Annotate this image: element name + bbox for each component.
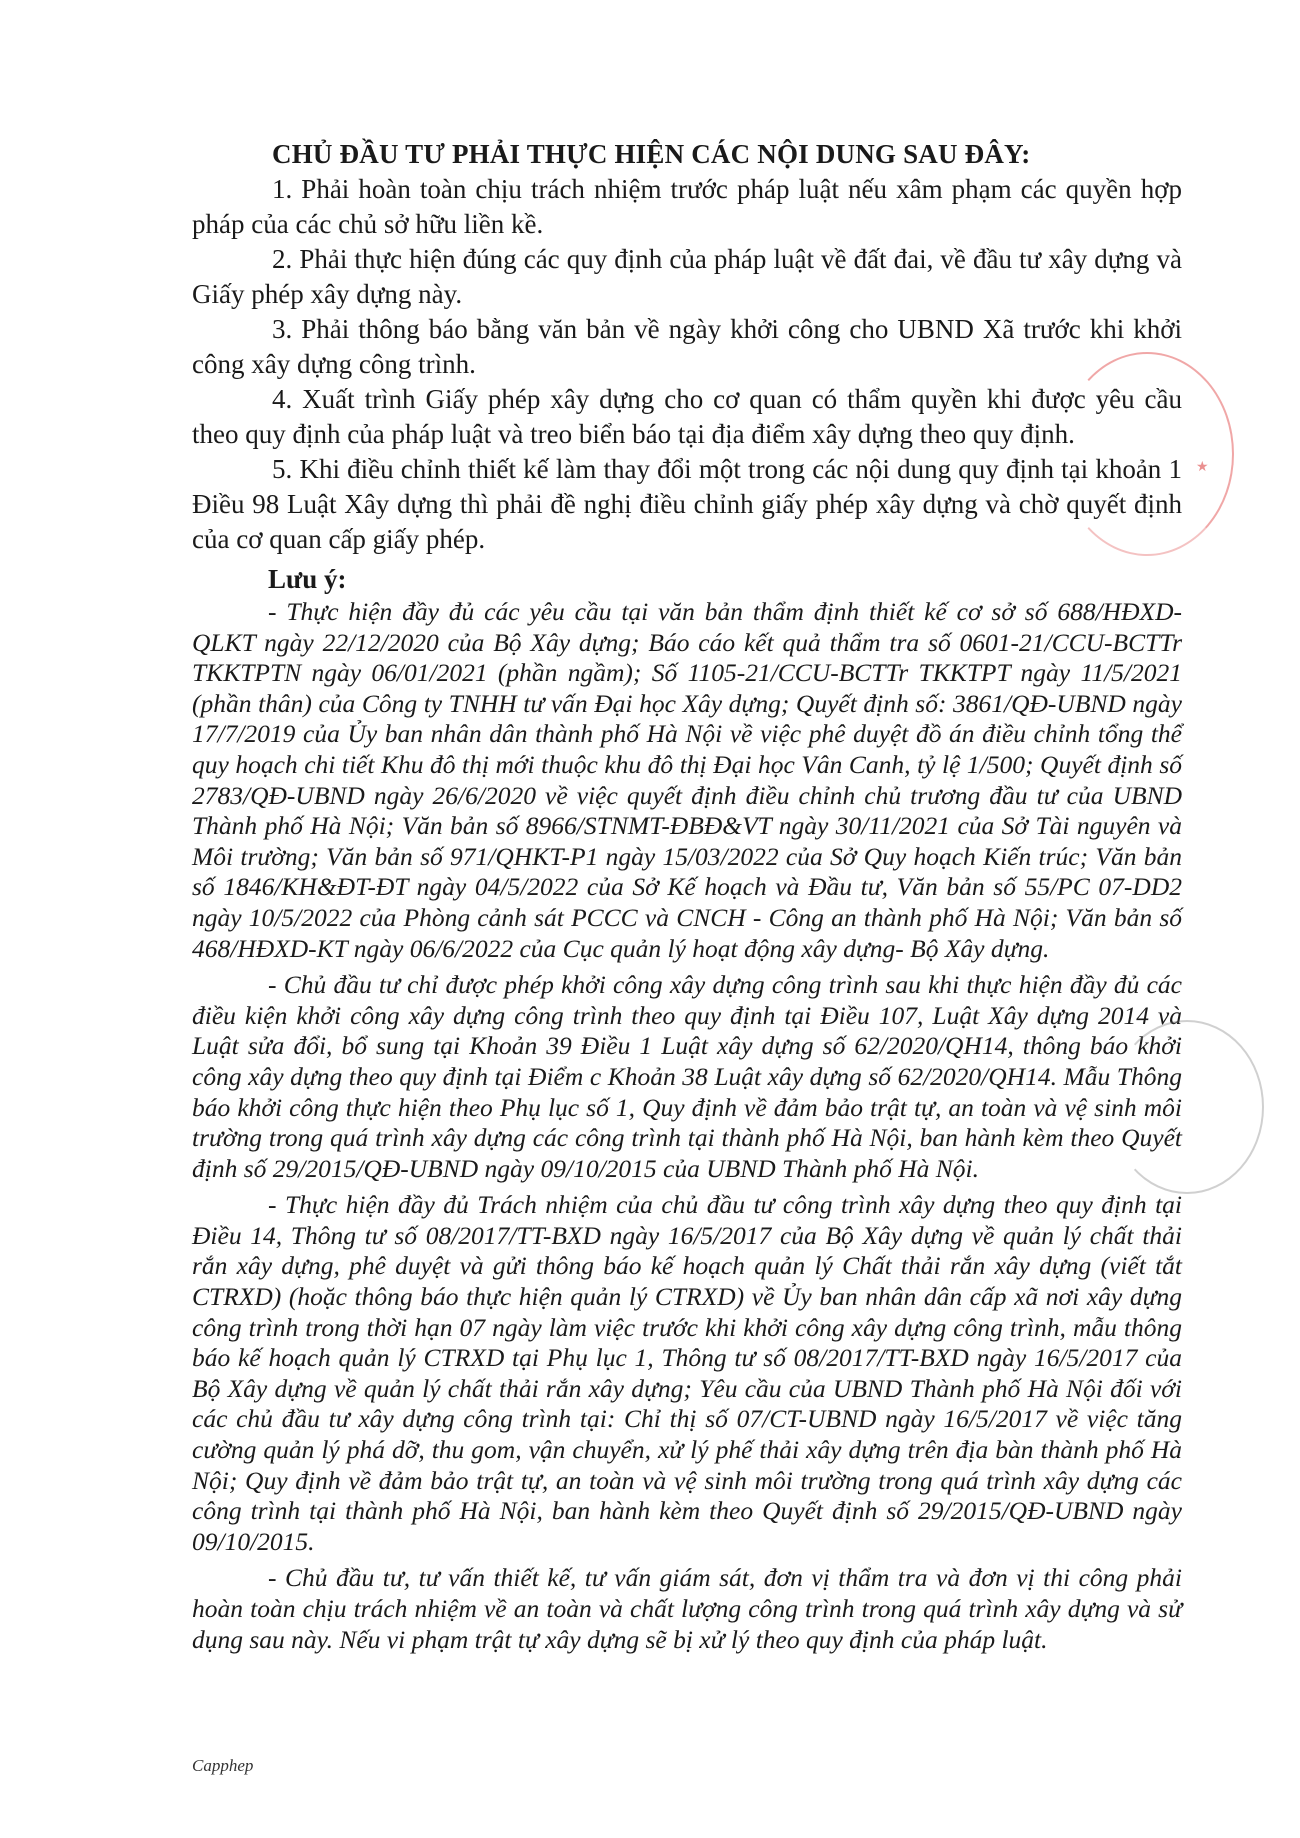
note-item: - Thực hiện đầy đủ Trách nhiệm của chủ đầu tư công trình xây dựng theo quy định tại Điều 14, Thông tư số 08/2017/TT-BXD ngày 16/5/2017 của Bộ Xây dựng về quản lý chất thải rắn xây dựng, phê duyệt và gửi thông báo kế hoạch quản lý Chất thải rắn xây dựng (viết tắt CTRXD) (hoặc thông báo thực hiện quản lý CTRXD) về Ủy ban nhân dân cấp xã nơi xây dựng công trình trong thời hạn 07 ngày làm việc trước khi khởi công xây dựng công trình, mẫu thông báo kế hoạch quản lý CTRXD tại Phụ lục 1, Thông tư số 08/2017/TT-BXD ngày 16/5/2017 của Bộ Xây dựng về quản lý chất thải rắn xây dựng; Yêu cầu của UBND Thành phố Hà Nội đối với các chủ đầu tư xây dựng công trình tại: Chỉ thị số 07/CT-UBND ngày 16/5/2017 về việc tăng cường quản lý phá dỡ, thu gom, vận chuyển, xử lý phế thải xây dựng trên địa bàn thành phố Hà Nội; Quy định về đảm bảo trật tự, an toàn và vệ sinh môi trường trong quá trình xây dựng các công trình tại thành phố Hà Nội, ban hành kèm theo Quyết định số 29/2015/QĐ-UBND ngày 09/10/2015. [192,1190,1182,1556]
footer-label: Capphep [192,1756,254,1775]
section-heading: CHỦ ĐẦU TƯ PHẢI THỰC HIỆN CÁC NỘI DUNG SAU ĐÂY: [272,139,1031,169]
obligation-item: 4. Xuất trình Giấy phép xây dựng cho cơ quan có thẩm quyền khi được yêu cầu theo quy định của pháp luật và treo biển báo tại địa điểm xây dựng theo quy định. [192,384,1182,449]
note-item: - Chủ đầu tư, tư vấn thiết kế, tư vấn giám sát, đơn vị thẩm tra và đơn vị thi công phải hoàn toàn chịu trách nhiệm về an toàn và chất lượng công trình trong quá trình xây dựng và sử dụng sau này. Nếu vi phạm trật tự xây dựng sẽ bị xử lý theo quy định của pháp luật. [192,1563,1182,1654]
notes-list [192,597,1182,1655]
obligation-item: 2. Phải thực hiện đúng các quy định của pháp luật về đất đai, về đầu tư xây dựng và Giấy phép xây dựng này. [192,244,1182,309]
obligation-item: 3. Phải thông báo bằng văn bản về ngày khởi công cho UBND Xã trước khi khởi công xây dựng công trình. [192,314,1182,379]
document-body [192,136,1182,1661]
star-icon: ★ [1196,458,1209,474]
obligation-item: 1. Phải hoàn toàn chịu trách nhiệm trước pháp luật nếu xâm phạm các quyền hợp pháp của các chủ sở hữu liền kề. [192,174,1182,239]
note-item: - Thực hiện đầy đủ các yêu cầu tại văn bản thẩm định thiết kế cơ sở số 688/HĐXD-QLKT ngày 22/12/2020 của Bộ Xây dựng; Báo cáo kết quả thẩm tra số 0601-21/CCU-BCTTr TKKTPTN ngày 06/01/2021 (phần ngầm); Số 1105-21/CCU-BCTTr TKKTPT ngày 11/5/2021 (phần thân) của Công ty TNHH tư vấn Đại học Xây dựng; Quyết định số: 3861/QĐ-UBND ngày 17/7/2019 của Ủy ban nhân dân thành phố Hà Nội về việc phê duyệt đồ án điều chỉnh tổng thể quy hoạch chi tiết Khu đô thị mới thuộc khu đô thị Đại học Vân Canh, tỷ lệ 1/500; Quyết định số 2783/QĐ-UBND ngày 26/6/2020 về việc quyết định điều chỉnh chủ trương đầu tư của UBND Thành phố Hà Nội; Văn bản số 8966/STNMT-ĐBĐ&VT ngày 30/11/2021 của Sở Tài nguyên và Môi trường; Văn bản số 971/QHKT-P1 ngày 15/03/2022 của Sở Quy hoạch Kiến trúc; Văn bản số 1846/KH&ĐT-ĐT ngày 04/5/2022 của Sở Kế hoạch và Đầu tư, Văn bản số 55/PC 07-DD2 ngày 10/5/2022 của Phòng cảnh sát PCCC và CNCH - Công an thành phố Hà Nội; Văn bản số 468/HĐXD-KT ngày 06/6/2022 của Cục quản lý hoạt động xây dựng- Bộ Xây dựng. [192,597,1182,963]
obligations-list [192,172,1182,557]
obligation-item: 5. Khi điều chỉnh thiết kế làm thay đổi một trong các nội dung quy định tại khoản 1 Điều 98 Luật Xây dựng thì phải đề nghị điều chỉnh giấy phép xây dựng và chờ quyết định của cơ quan cấp giấy phép. [192,454,1182,554]
note-title: Lưu ý: [268,564,347,594]
note-item: - Chủ đầu tư chỉ được phép khởi công xây dựng công trình sau khi thực hiện đầy đủ các điều kiện khởi công xây dựng công trình theo quy định tại Điều 107, Luật Xây dựng 2014 và Luật sửa đổi, bổ sung tại Khoản 39 Điều 1 Luật xây dựng số 62/2020/QH14, thông báo khởi công xây dựng theo quy định tại Điểm c Khoản 38 Luật xây dựng số 62/2020/QH14. Mẫu Thông báo khởi công thực hiện theo Phụ lục số 1, Quy định về đảm bảo trật tự, an toàn và vệ sinh môi trường trong quá trình xây dựng các công trình tại thành phố Hà Nội, ban hành kèm theo Quyết định số 29/2015/QĐ-UBND ngày 09/10/2015 của UBND Thành phố Hà Nội. [192,970,1182,1183]
